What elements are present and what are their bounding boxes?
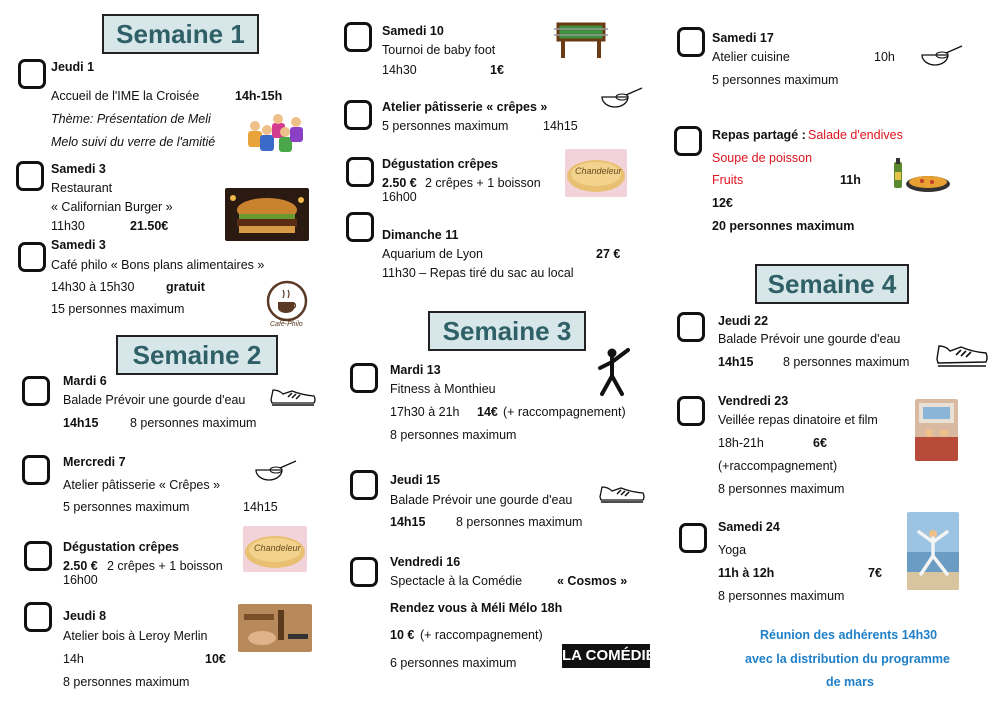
event-price: 2.50 € — [382, 176, 417, 190]
fitness-silhouette-icon — [594, 346, 634, 398]
event-price: 10€ — [205, 652, 226, 666]
event-text: Atelier bois à Leroy Merlin — [63, 629, 208, 643]
event-text: Aquarium de Lyon — [382, 247, 483, 261]
event-day: Jeudi 15 — [390, 473, 441, 487]
event-day: Samedi 17 — [712, 31, 774, 45]
event-day: Vendredi 16 — [390, 555, 461, 569]
event-title: Dégustation crêpes — [63, 540, 180, 554]
event-day: Samedi 3 — [51, 238, 106, 252]
checkbox-jeudi-22[interactable] — [677, 312, 705, 342]
week-3-heading: Semaine 3 — [428, 311, 586, 351]
event-time: 14h-15h — [235, 89, 283, 103]
meeting-note-line-1: Réunion des adhérents 14h30 — [760, 628, 938, 642]
event-time: 14h15 — [390, 515, 426, 529]
event-capacity: 5 personnes maximum — [63, 500, 190, 514]
checkbox-jeudi-8[interactable] — [24, 602, 52, 632]
event-time: 14h15 — [718, 355, 754, 369]
event-day: Jeudi 22 — [718, 314, 769, 328]
event-text: Fitness à Monthieu — [390, 382, 496, 396]
event-text: Tournoi de baby foot — [382, 43, 496, 57]
crepes-plate-text: Chandeleur — [575, 166, 622, 176]
event-time: 10h — [874, 50, 895, 64]
event-capacity: 20 personnes maximum — [712, 219, 855, 233]
checkbox-dimanche-11[interactable] — [346, 212, 374, 242]
event-text: Balade Prévoir une gourde d'eau — [718, 332, 901, 346]
event-price: gratuit — [166, 280, 205, 294]
event-capacity: 8 personnes maximum — [718, 589, 845, 603]
checkbox-samedi-10[interactable] — [344, 22, 372, 52]
event-price: 10 € — [390, 628, 415, 642]
event-time: 16h00 — [382, 190, 417, 204]
event-title: Repas partagé : — [712, 128, 806, 142]
event-capacity: 8 personnes maximum — [456, 515, 583, 529]
event-price: 1€ — [490, 63, 504, 77]
checkbox-degustation-crepes-1[interactable] — [24, 541, 52, 571]
week-2-heading: Semaine 2 — [116, 335, 278, 375]
checkbox-samedi-24[interactable] — [679, 523, 707, 553]
checkbox-repas-partage[interactable] — [674, 126, 702, 156]
yoga-photo — [907, 512, 959, 590]
event-meeting: Rendez vous à Méli Mélo 18h — [390, 601, 563, 615]
checkbox-mardi-6[interactable] — [22, 376, 50, 406]
week-4-heading: Semaine 4 — [755, 264, 909, 304]
checkbox-samedi-17[interactable] — [677, 27, 705, 57]
event-day: Samedi 10 — [382, 24, 444, 38]
event-price: 12€ — [712, 196, 733, 210]
event-day: Vendredi 23 — [718, 394, 789, 408]
event-capacity: 5 personnes maximum — [382, 119, 509, 133]
sneaker-icon — [934, 337, 990, 371]
woodworking-photo — [238, 604, 312, 652]
event-time: 14h15 — [63, 416, 99, 430]
checkbox-samedi-3-cafe-philo[interactable] — [18, 242, 46, 272]
event-text: 2 crêpes + 1 boisson — [107, 559, 223, 573]
event-price: 27 € — [596, 247, 621, 261]
event-day: Samedi 3 — [51, 162, 106, 176]
burger-photo — [225, 188, 309, 241]
event-capacity: 8 personnes maximum — [718, 482, 845, 496]
event-day: Jeudi 1 — [51, 60, 95, 74]
event-time: 11h à 12h — [718, 566, 775, 580]
event-title: Dégustation crêpes — [382, 157, 499, 171]
event-capacity: 8 personnes maximum — [63, 675, 190, 689]
event-time: 18h-21h — [718, 436, 764, 450]
event-capacity: 6 personnes maximum — [390, 656, 517, 670]
menu-starter: Salade d'endives — [808, 128, 903, 142]
checkbox-degustation-crepes-2[interactable] — [346, 157, 374, 187]
event-time: 11h30 — [51, 219, 85, 233]
la-comedie-logo: LA COMÉDIE — [562, 644, 650, 668]
sneaker-icon — [268, 383, 318, 409]
event-price: 21.50€ — [130, 219, 169, 233]
checkbox-vendredi-16[interactable] — [350, 557, 378, 587]
crepes-plate-text: Chandeleur — [254, 543, 301, 553]
whisk-bowl-icon — [250, 458, 300, 488]
week-1-heading: Semaine 1 — [102, 14, 259, 54]
event-day: Mardi 6 — [63, 374, 107, 388]
event-text: Veillée repas dinatoire et film — [718, 413, 878, 427]
menu-soup: Soupe de poisson — [712, 151, 813, 165]
checkbox-vendredi-23[interactable] — [677, 396, 705, 426]
event-time: 14h — [63, 652, 84, 666]
event-price: 7€ — [868, 566, 882, 580]
event-text: 2 crêpes + 1 boisson — [425, 176, 541, 190]
event-text: Atelier pâtisserie « Crêpes » — [63, 478, 221, 492]
people-group-icon — [246, 113, 306, 155]
event-text: Café philo « Bons plans alimentaires » — [51, 258, 265, 272]
event-capacity: 5 personnes maximum — [712, 73, 839, 87]
event-title: Atelier pâtisserie « crêpes » — [382, 100, 548, 114]
checkbox-mardi-13[interactable] — [350, 363, 378, 393]
whisk-bowl-icon — [596, 85, 646, 115]
event-day: Samedi 24 — [718, 520, 780, 534]
event-capacity: 15 personnes maximum — [51, 302, 185, 316]
cafe-philo-logo-text: Café-Philo — [270, 321, 303, 328]
event-time: 14h30 à 15h30 — [51, 280, 135, 294]
event-text: « Californian Burger » — [51, 200, 173, 214]
event-text: Restaurant — [51, 181, 113, 195]
sneaker-icon — [597, 480, 647, 506]
checkbox-mercredi-7[interactable] — [22, 455, 50, 485]
event-show: « Cosmos » — [557, 574, 628, 588]
event-text: Accueil de l'IME la Croisée — [51, 89, 200, 103]
event-time: 14h15 — [243, 500, 278, 514]
event-text: Atelier cuisine — [712, 50, 790, 64]
movie-night-photo — [915, 399, 958, 461]
event-text: 11h30 – Repas tiré du sac au local — [382, 266, 574, 280]
event-price: 14€ — [477, 405, 498, 419]
event-time: 14h15 — [543, 119, 578, 133]
checkbox-jeudi-1[interactable] — [18, 59, 46, 89]
paella-bottle-icon — [890, 156, 954, 198]
event-theme: Thème: Présentation de Meli — [51, 112, 211, 126]
event-capacity: 8 personnes maximum — [130, 416, 257, 430]
meeting-note-line-3: de mars — [826, 675, 874, 689]
event-day: Mercredi 7 — [63, 455, 126, 469]
event-text: Yoga — [718, 543, 747, 557]
event-day: Dimanche 11 — [382, 228, 459, 242]
checkbox-samedi-3-restaurant[interactable] — [16, 161, 44, 191]
event-price: 2.50 € — [63, 559, 98, 573]
meeting-note-line-2: avec la distribution du programme — [745, 652, 950, 666]
menu-fruit: Fruits — [712, 173, 744, 187]
event-text: (+ raccompagnement) — [503, 405, 626, 419]
checkbox-atelier-crepes[interactable] — [344, 100, 372, 130]
event-capacity: 8 personnes maximum — [783, 355, 910, 369]
event-day: Mardi 13 — [390, 363, 441, 377]
event-time: 14h30 — [382, 63, 417, 77]
event-capacity: 8 personnes maximum — [390, 428, 517, 442]
checkbox-jeudi-15[interactable] — [350, 470, 378, 500]
event-text: Balade Prévoir une gourde d'eau — [390, 493, 573, 507]
event-price: 6€ — [813, 436, 827, 450]
event-time: 17h30 à 21h — [390, 405, 460, 419]
event-text: (+raccompagnement) — [718, 459, 838, 473]
event-text: (+ raccompagnement) — [420, 628, 543, 642]
event-text: Spectacle à la Comédie — [390, 574, 523, 588]
whisk-bowl-icon — [916, 43, 966, 73]
event-time: 16h00 — [63, 573, 98, 587]
event-text: Melo suivi du verre de l'amitié — [51, 135, 216, 149]
event-time: 11h — [840, 173, 861, 187]
event-day: Jeudi 8 — [63, 609, 107, 623]
event-text: Balade Prévoir une gourde d'eau — [63, 393, 246, 407]
babyfoot-table-icon — [552, 16, 610, 60]
